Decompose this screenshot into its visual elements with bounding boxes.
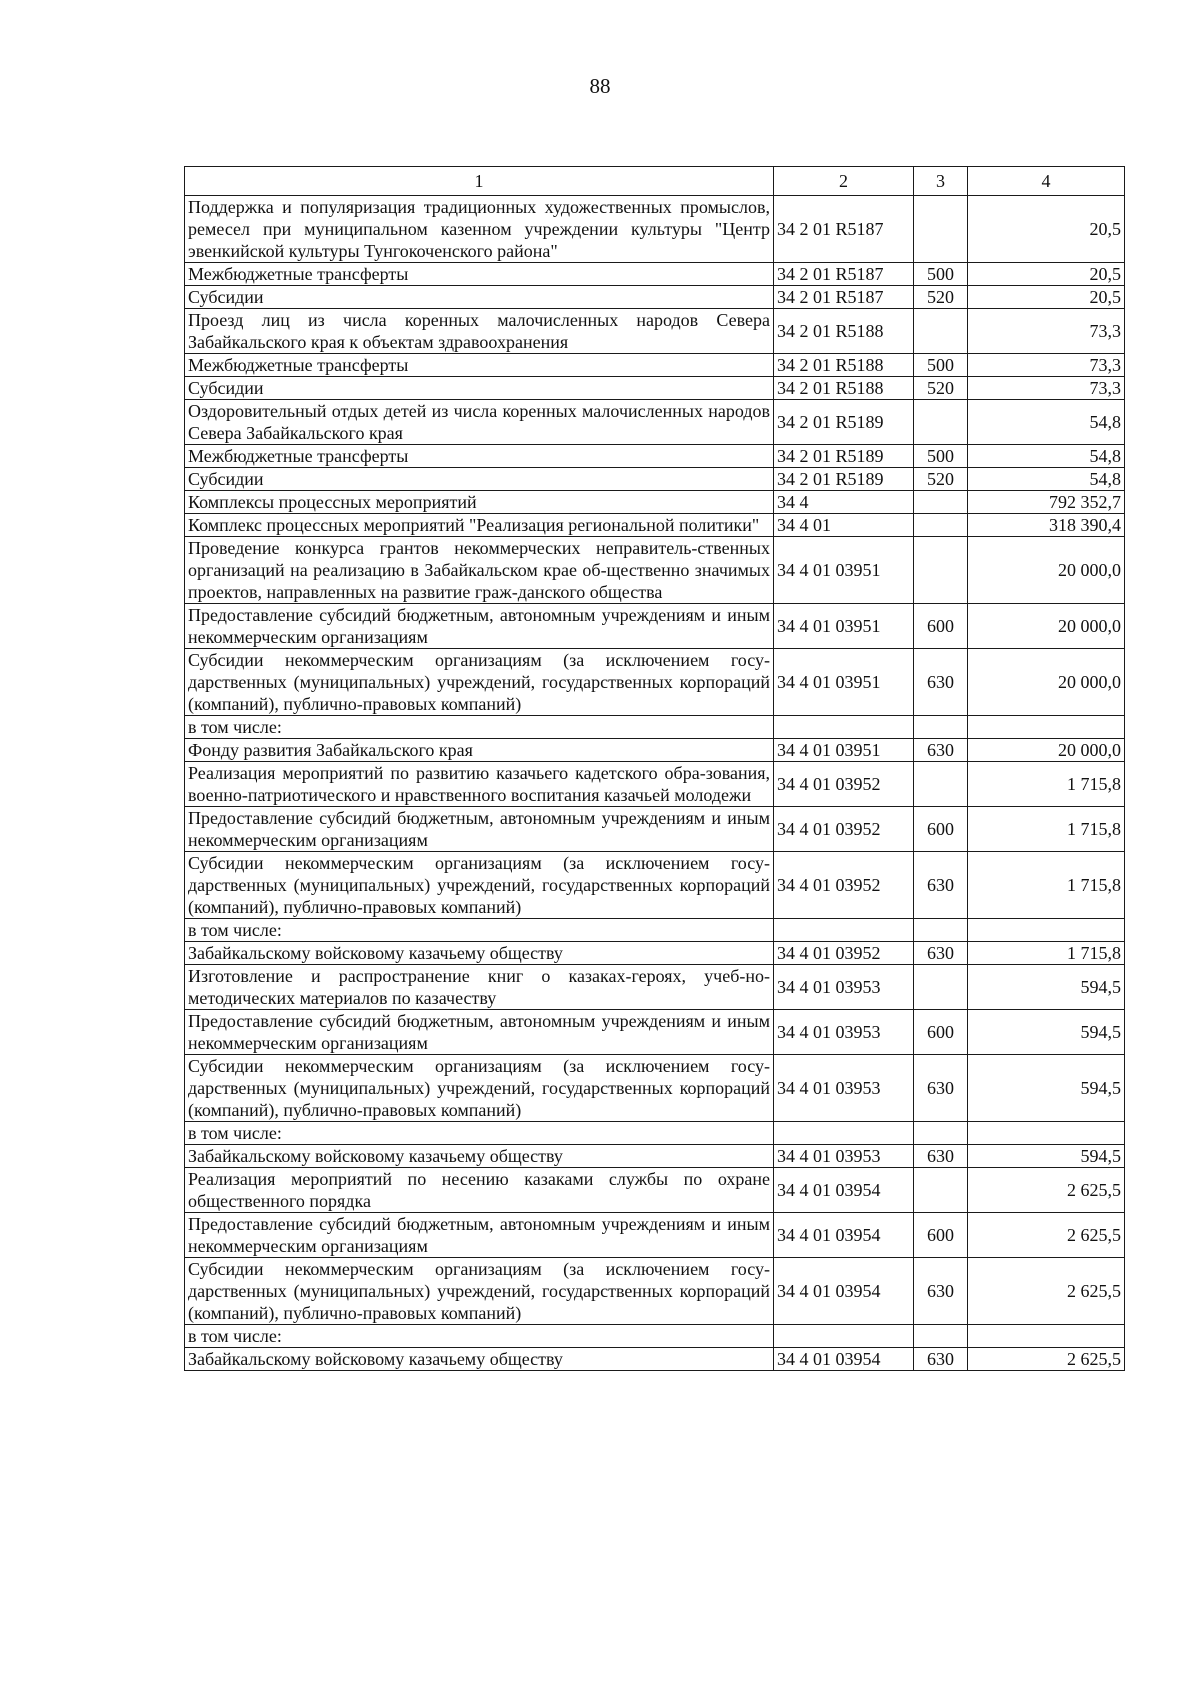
row-type-cell [914, 309, 968, 354]
table-row [185, 1055, 1125, 1122]
row-amount-cell: 2 625,5 [968, 1258, 1125, 1325]
row-amount-cell: 1 715,8 [968, 942, 1125, 965]
row-code-cell: 34 4 01 03951 [774, 649, 914, 716]
table-row [185, 919, 1125, 942]
table-row [185, 1258, 1125, 1325]
row-code-cell: 34 4 [774, 491, 914, 514]
row-type-cell: 630 [914, 1055, 968, 1122]
row-amount-cell: 54,8 [968, 400, 1125, 445]
row-type-cell: 630 [914, 649, 968, 716]
row-amount-cell: 54,8 [968, 468, 1125, 491]
row-type-cell: 520 [914, 286, 968, 309]
table-row [185, 852, 1125, 919]
row-amount-cell: 594,5 [968, 1145, 1125, 1168]
row-amount-cell: 1 715,8 [968, 807, 1125, 852]
row-amount-cell: 20,5 [968, 286, 1125, 309]
header-row [185, 167, 1125, 196]
row-type-cell: 500 [914, 354, 968, 377]
row-code-cell: 34 4 01 03951 [774, 739, 914, 762]
row-type-cell [914, 919, 968, 942]
table-row [185, 942, 1125, 965]
table-row [185, 309, 1125, 354]
row-name-cell: Субсидии некоммерческим организациям (за исключением госу-дарственных (муниципальных) учреждений, государственных корпораций (компаний), публично-правовых компаний) [185, 1055, 774, 1122]
row-type-cell [914, 965, 968, 1010]
row-name-cell: в том числе: [185, 1325, 774, 1348]
row-type-cell [914, 514, 968, 537]
row-code-cell: 34 4 01 03951 [774, 604, 914, 649]
row-amount-cell: 20 000,0 [968, 739, 1125, 762]
row-code-cell [774, 919, 914, 942]
table-row [185, 286, 1125, 309]
table-row [185, 514, 1125, 537]
row-amount-cell: 792 352,7 [968, 491, 1125, 514]
row-type-cell: 600 [914, 1213, 968, 1258]
row-code-cell [774, 1325, 914, 1348]
table-body [185, 196, 1125, 1371]
row-amount-cell: 1 715,8 [968, 852, 1125, 919]
row-code-cell: 34 4 01 03954 [774, 1258, 914, 1325]
row-name-cell: Комплексы процессных мероприятий [185, 491, 774, 514]
table-row [185, 965, 1125, 1010]
row-code-cell [774, 716, 914, 739]
row-name-cell: Проезд лиц из числа коренных малочисленных народов Севера Забайкальского края к объектам здравоохранения [185, 309, 774, 354]
table-row [185, 1145, 1125, 1168]
row-name-cell: Забайкальскому войсковому казачьему обществу [185, 942, 774, 965]
row-code-cell: 34 4 01 03953 [774, 1010, 914, 1055]
row-amount-cell: 20 000,0 [968, 537, 1125, 604]
table-row [185, 807, 1125, 852]
row-code-cell: 34 4 01 03953 [774, 965, 914, 1010]
row-type-cell: 630 [914, 739, 968, 762]
row-code-cell [774, 1122, 914, 1145]
row-code-cell: 34 2 01 R5189 [774, 468, 914, 491]
table-row [185, 1325, 1125, 1348]
row-type-cell: 520 [914, 377, 968, 400]
header-col-2: 2 [774, 167, 914, 196]
row-amount-cell [968, 919, 1125, 942]
row-amount-cell [968, 716, 1125, 739]
row-code-cell: 34 2 01 R5188 [774, 354, 914, 377]
row-name-cell: Предоставление субсидий бюджетным, автономным учреждениям и иным некоммерческим организациям [185, 604, 774, 649]
row-name-cell: Субсидии [185, 286, 774, 309]
row-type-cell: 600 [914, 1010, 968, 1055]
row-name-cell: Фонду развития Забайкальского края [185, 739, 774, 762]
row-amount-cell [968, 1122, 1125, 1145]
table-row [185, 716, 1125, 739]
row-name-cell: Предоставление субсидий бюджетным, автономным учреждениям и иным некоммерческим организациям [185, 1213, 774, 1258]
row-code-cell: 34 4 01 03952 [774, 852, 914, 919]
row-name-cell: Забайкальскому войсковому казачьему обществу [185, 1145, 774, 1168]
row-type-cell: 630 [914, 1145, 968, 1168]
row-type-cell [914, 716, 968, 739]
table-row [185, 1010, 1125, 1055]
row-code-cell: 34 4 01 03952 [774, 807, 914, 852]
row-type-cell: 630 [914, 942, 968, 965]
row-code-cell: 34 4 01 03951 [774, 537, 914, 604]
row-code-cell: 34 2 01 R5187 [774, 196, 914, 263]
row-amount-cell: 2 625,5 [968, 1168, 1125, 1213]
row-name-cell: Межбюджетные трансферты [185, 445, 774, 468]
table-row [185, 354, 1125, 377]
row-type-cell: 600 [914, 807, 968, 852]
table-row [185, 468, 1125, 491]
table-row [185, 1122, 1125, 1145]
row-amount-cell: 20,5 [968, 263, 1125, 286]
row-name-cell: Субсидии [185, 377, 774, 400]
row-type-cell [914, 400, 968, 445]
header-col-3: 3 [914, 167, 968, 196]
row-type-cell [914, 491, 968, 514]
row-amount-cell: 20 000,0 [968, 649, 1125, 716]
table-row [185, 491, 1125, 514]
row-code-cell: 34 4 01 03954 [774, 1213, 914, 1258]
table-row [185, 1348, 1125, 1371]
row-code-cell: 34 2 01 R5187 [774, 286, 914, 309]
row-name-cell: Субсидии некоммерческим организациям (за исключением госу-дарственных (муниципальных) учреждений, государственных корпораций (компаний), публично-правовых компаний) [185, 1258, 774, 1325]
row-amount-cell: 73,3 [968, 377, 1125, 400]
row-name-cell: Оздоровительный отдых детей из числа коренных малочисленных народов Севера Забайкальского края [185, 400, 774, 445]
table-row [185, 196, 1125, 263]
row-name-cell: Поддержка и популяризация традиционных художественных промыслов, ремесел при муниципальном казенном учреждении культуры "Центр эвенкийской культуры Тунгокоченского района" [185, 196, 774, 263]
table-row [185, 1213, 1125, 1258]
table-row [185, 739, 1125, 762]
table-row [185, 263, 1125, 286]
row-amount-cell: 594,5 [968, 965, 1125, 1010]
header-col-4: 4 [968, 167, 1125, 196]
row-amount-cell: 594,5 [968, 1010, 1125, 1055]
table-row [185, 762, 1125, 807]
row-type-cell: 630 [914, 1258, 968, 1325]
row-name-cell: Изготовление и распространение книг о казаках-героях, учеб-но-методических материалов по казачеству [185, 965, 774, 1010]
table-row [185, 445, 1125, 468]
row-amount-cell [968, 1325, 1125, 1348]
row-name-cell: Предоставление субсидий бюджетным, автономным учреждениям и иным некоммерческим организациям [185, 1010, 774, 1055]
row-type-cell [914, 537, 968, 604]
row-name-cell: в том числе: [185, 919, 774, 942]
budget-table [184, 166, 1125, 1371]
row-code-cell: 34 4 01 03952 [774, 762, 914, 807]
row-code-cell: 34 4 01 03953 [774, 1145, 914, 1168]
row-amount-cell: 2 625,5 [968, 1348, 1125, 1371]
row-type-cell: 600 [914, 604, 968, 649]
table-row [185, 604, 1125, 649]
row-amount-cell: 594,5 [968, 1055, 1125, 1122]
row-amount-cell: 73,3 [968, 354, 1125, 377]
row-name-cell: Субсидии некоммерческим организациям (за исключением госу-дарственных (муниципальных) учреждений, государственных корпораций (компаний), публично-правовых компаний) [185, 852, 774, 919]
row-type-cell [914, 762, 968, 807]
table-row [185, 400, 1125, 445]
row-amount-cell: 73,3 [968, 309, 1125, 354]
row-code-cell: 34 2 01 R5187 [774, 263, 914, 286]
row-name-cell: Реализация мероприятий по несению казаками службы по охране общественного порядка [185, 1168, 774, 1213]
row-name-cell: Забайкальскому войсковому казачьему обществу [185, 1348, 774, 1371]
row-type-cell: 520 [914, 468, 968, 491]
page-number: 88 [589, 74, 611, 98]
header-col-1: 1 [185, 167, 774, 196]
row-code-cell: 34 4 01 03954 [774, 1348, 914, 1371]
row-type-cell: 500 [914, 263, 968, 286]
table-row [185, 377, 1125, 400]
row-name-cell: Комплекс процессных мероприятий "Реализация региональной политики" [185, 514, 774, 537]
row-name-cell: Предоставление субсидий бюджетным, автономным учреждениям и иным некоммерческим организациям [185, 807, 774, 852]
row-amount-cell: 20 000,0 [968, 604, 1125, 649]
row-amount-cell: 20,5 [968, 196, 1125, 263]
row-name-cell: в том числе: [185, 1122, 774, 1145]
row-name-cell: Межбюджетные трансферты [185, 263, 774, 286]
row-name-cell: Межбюджетные трансферты [185, 354, 774, 377]
table-header [185, 167, 1125, 196]
row-amount-cell: 2 625,5 [968, 1213, 1125, 1258]
row-amount-cell: 318 390,4 [968, 514, 1125, 537]
row-code-cell: 34 2 01 R5189 [774, 445, 914, 468]
row-amount-cell: 1 715,8 [968, 762, 1125, 807]
row-type-cell: 630 [914, 1348, 968, 1371]
row-name-cell: Проведение конкурса грантов некоммерческих неправитель-ственных организаций на реализацию в Забайкальском крае об-щественно значимых проектов, направленных на развитие граж-данского общества [185, 537, 774, 604]
row-type-cell [914, 196, 968, 263]
row-type-cell [914, 1122, 968, 1145]
row-type-cell: 630 [914, 852, 968, 919]
row-name-cell: Субсидии [185, 468, 774, 491]
row-name-cell: Реализация мероприятий по развитию казачьего кадетского обра-зования, военно-патриотического и нравственного воспитания казачьей молодежи [185, 762, 774, 807]
row-code-cell: 34 4 01 [774, 514, 914, 537]
table-row [185, 537, 1125, 604]
row-code-cell: 34 4 01 03953 [774, 1055, 914, 1122]
row-amount-cell: 54,8 [968, 445, 1125, 468]
table-row [185, 1168, 1125, 1213]
row-type-cell [914, 1168, 968, 1213]
row-code-cell: 34 2 01 R5188 [774, 377, 914, 400]
row-name-cell: в том числе: [185, 716, 774, 739]
row-code-cell: 34 2 01 R5188 [774, 309, 914, 354]
row-code-cell: 34 4 01 03952 [774, 942, 914, 965]
row-name-cell: Субсидии некоммерческим организациям (за исключением госу-дарственных (муниципальных) учреждений, государственных корпораций (компаний), публично-правовых компаний) [185, 649, 774, 716]
table-row [185, 649, 1125, 716]
row-code-cell: 34 2 01 R5189 [774, 400, 914, 445]
row-code-cell: 34 4 01 03954 [774, 1168, 914, 1213]
row-type-cell [914, 1325, 968, 1348]
row-type-cell: 500 [914, 445, 968, 468]
